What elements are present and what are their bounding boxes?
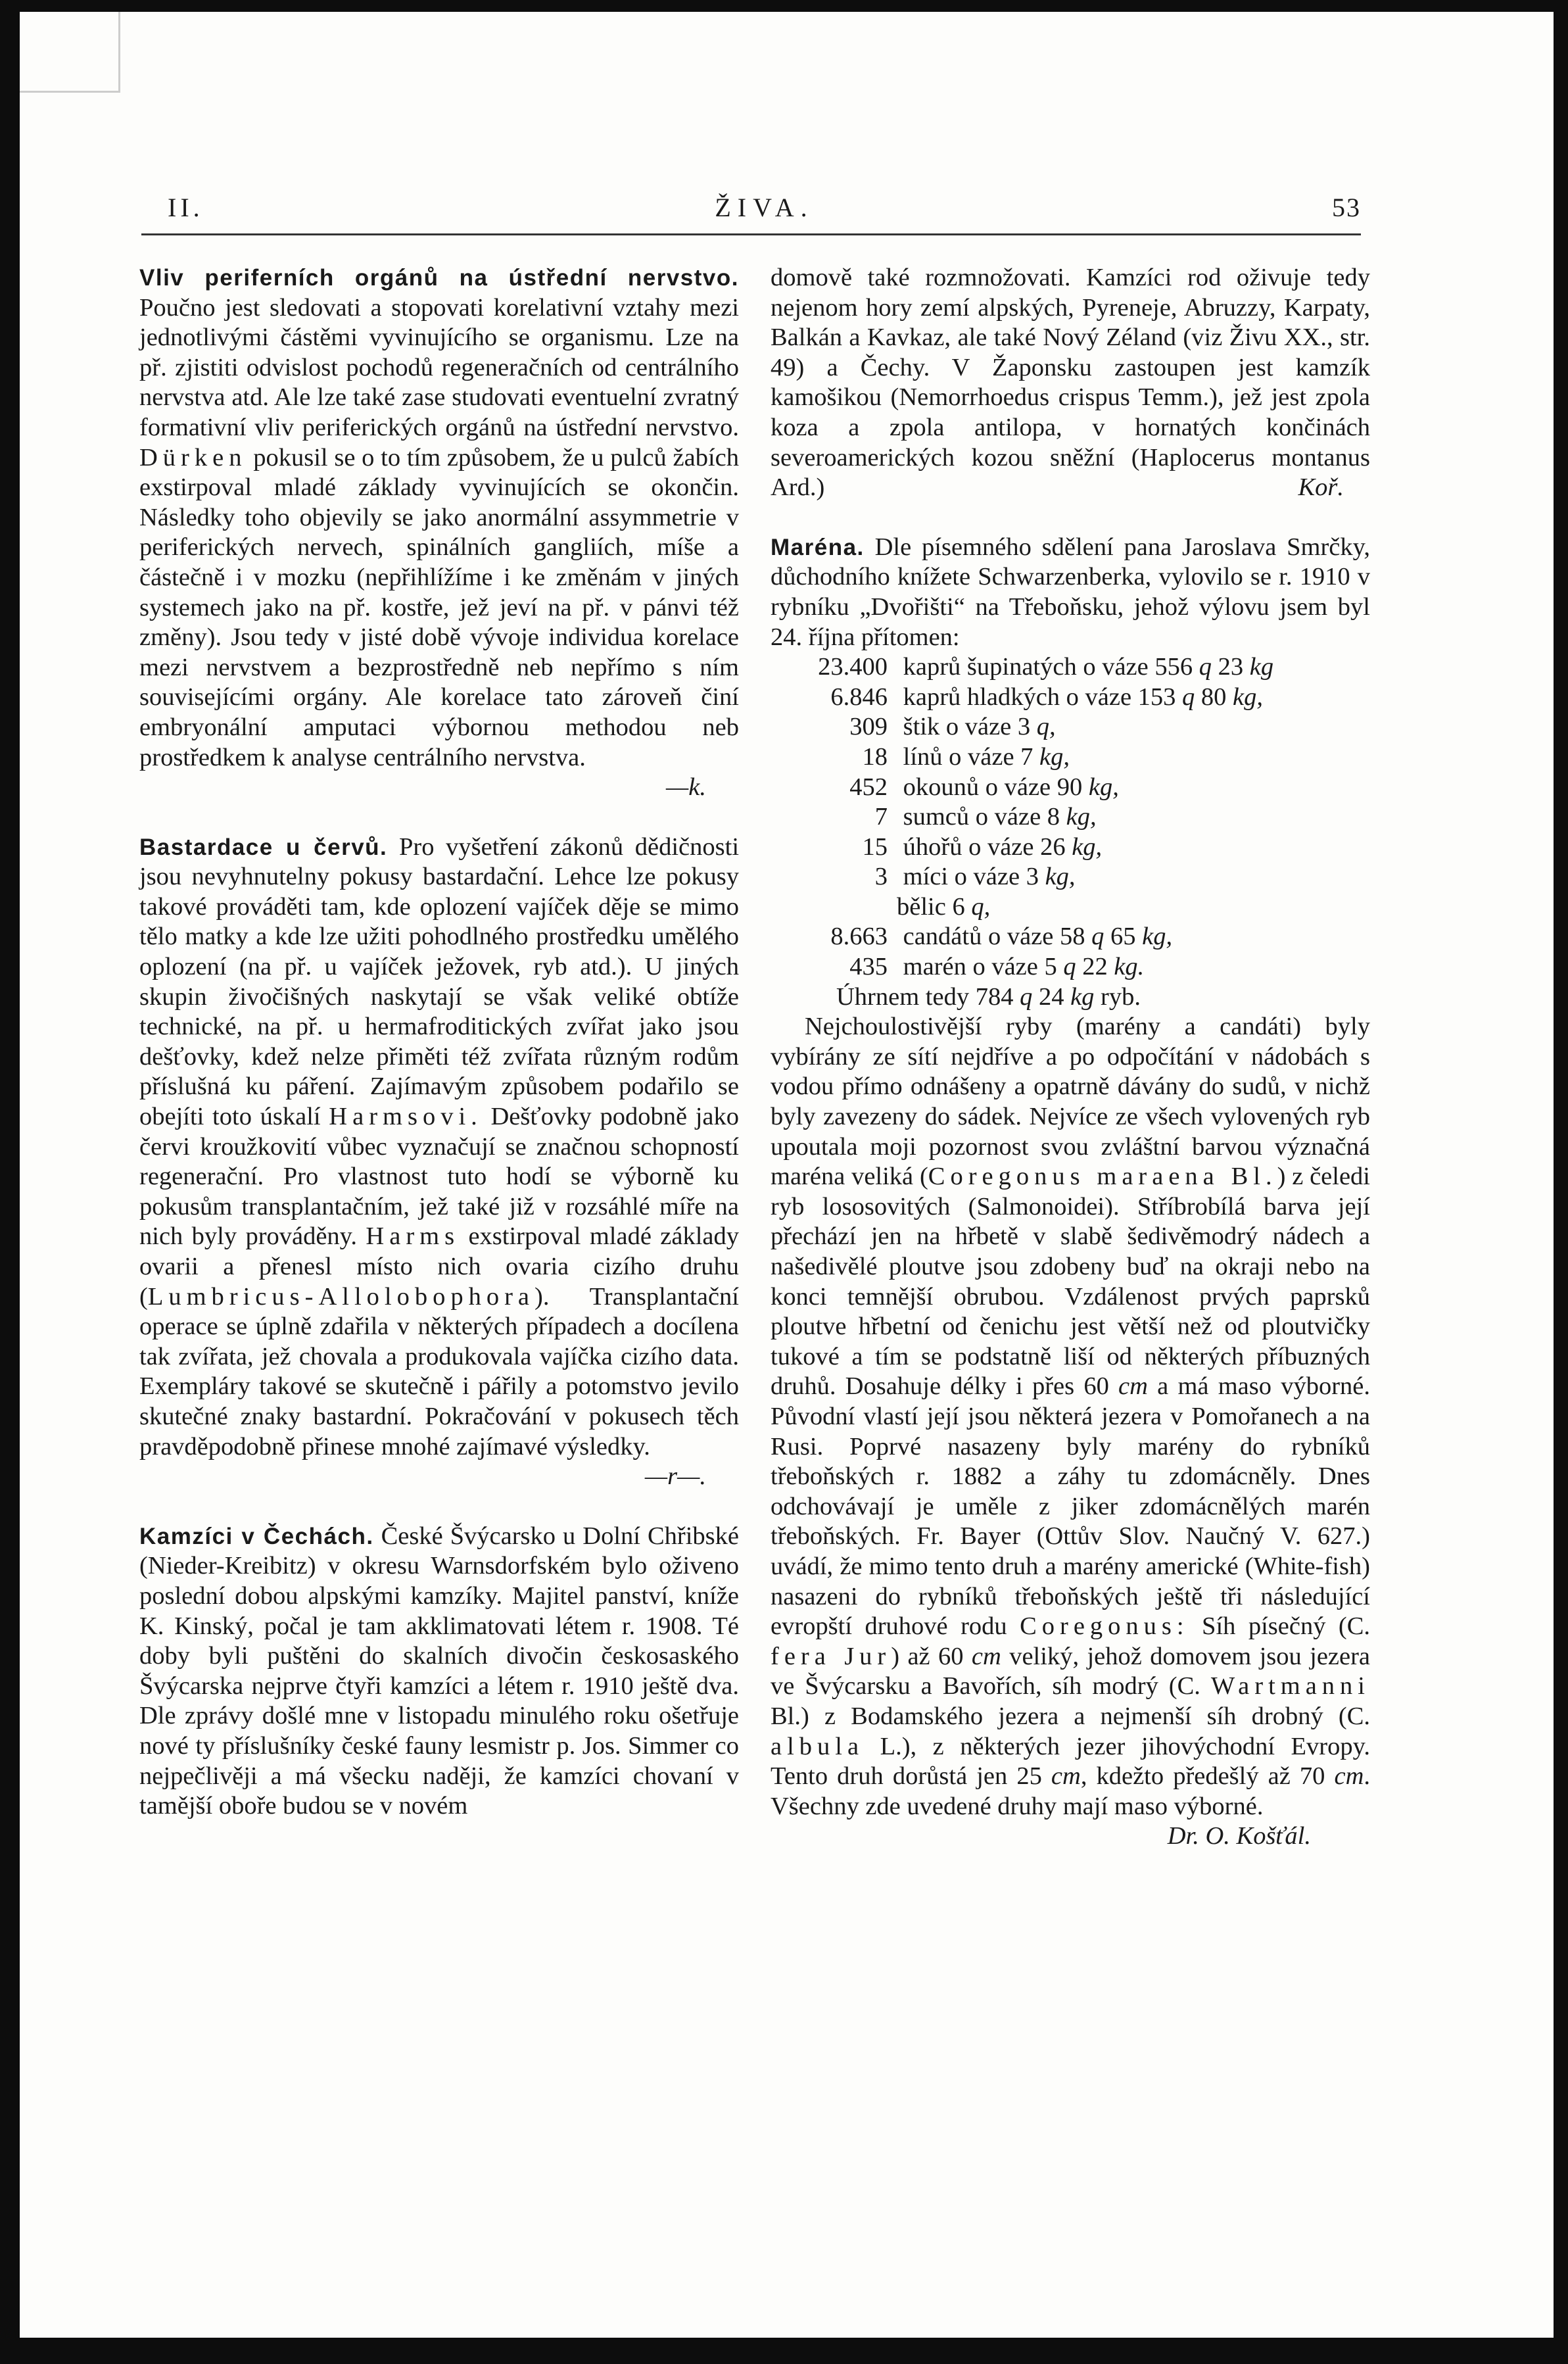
article-vliv-signature: —k. <box>666 773 706 802</box>
catch-q: q <box>1199 653 1212 681</box>
unit-cm-2: cm <box>971 1642 1001 1670</box>
article-vliv-text-2: pokusil se o to tím způsobem, že u pulců žabích exstirpoval mladé základy vyvinujících se okončin. Následky toho objevily se jako anormální assymmetrie v periferických nervech, spinálních gangliích, míše a částečně i v mozku (nepřihlížíme i ke změnám v jiných systemech jako na př. kostře, jež jeví na př. v pánvi též změny). Jsou tedy v jisté době vývoje individua korelace mezi nervstvem a bezprostředně neb nepřímo s ním souvisejícími orgány. Ale korelace tato zároveň činí embryonální amputaci výbornou methodou neb prostředkem k analyse centrálního nervstva. <box>139 443 740 771</box>
spacer <box>771 503 1370 533</box>
catch-q: q, <box>1036 713 1056 741</box>
catch-rest: 22 <box>1082 953 1108 981</box>
journal-title: ŽIVA. <box>715 193 814 222</box>
catch-row <box>771 712 1370 742</box>
catch-text: marén o váze 5 <box>903 953 1057 981</box>
catch-row <box>771 952 1370 982</box>
catch-text: kaprů hladkých o váze 153 <box>903 683 1176 711</box>
marena-text-8: L.), z některých jezer jihovýchodní Evropy. Tento druh dorůstá jen 25 <box>771 1732 1371 1791</box>
catch-rest: 65 <box>1110 923 1136 951</box>
catch-text: kaprů šupinatých o váze 556 <box>903 653 1193 681</box>
volume-number: II. <box>168 193 204 222</box>
catch-text: štik o váze 3 <box>903 713 1031 741</box>
marena-text-1: Nejchoulostivější ryby (marény a candáti) byly vybírány ze sítí nejdříve a po odpočítání v nádobách s vodou přímo odnášeny a opatrně dávány do sudů, v nichž byly zavezeny do sádek. Nejvíce ze všech vylovených ryb upoutala moji pozornost svou zvláštní barvou význačná maréna veliká ( <box>771 1013 1370 1191</box>
author-durken: Dürken <box>139 443 247 471</box>
scan-corner-mark <box>20 12 120 93</box>
scan-border-top <box>0 0 1568 12</box>
species-wartmanni: Wartmanni <box>1210 1672 1370 1701</box>
catch-unit: kg, <box>1088 773 1119 801</box>
catch-rest: 80 <box>1200 683 1227 711</box>
catch-count: 435 <box>849 953 888 981</box>
marena-text-7: Bl.) z Bodamského jezera a nejmenší síh drobný (C. <box>771 1702 1370 1730</box>
catch-text: línů o váze 7 <box>903 742 1033 771</box>
catch-count: 8.663 <box>830 923 888 951</box>
catch-q: q, <box>971 892 991 921</box>
article-marena-heading: Maréna. <box>771 534 865 560</box>
marena-text-3: a má maso výborné. Původní vlastí její jsou některá jezera v Pomořanech a na Rusi. Poprvé nasazeny byly marény do rybníků třeboňských r. 1882 a záhy tu zdomácněly. Dnes odchovávají je uměle z jiker zdomácnělých marén třeboňských. Fr. Bayer (Ottův Slov. Naučný V. 627.) uvádí, že mimo tento druh a marény americké (White-fish) nasazeni do rybníků třeboňských ještě tři následující evropští druhové rodu <box>771 1372 1370 1641</box>
catch-text: bělic 6 <box>897 892 965 921</box>
catch-row <box>771 683 1370 713</box>
catch-count: 18 <box>862 742 888 771</box>
catch-unit: kg, <box>1045 863 1076 891</box>
species-coregonus-maraena: Coregonus maraena Bl. <box>928 1163 1277 1191</box>
catch-list <box>771 652 1370 982</box>
unit-cm-4: cm <box>1334 1762 1364 1791</box>
catch-row <box>771 652 1370 683</box>
article-kamzici-text: České Švýcarsko u Dolní Chřibské (Nieder-Kreibitz) v okresu Warnsdorfském bylo oživeno poslední dobou alpskými kamzíky. Majitel panství, kníže K. Kinský, počal je tam akklimatovati létem r. 1908. Té doby byli puštěni do skalních divočin českosaského Švýcarska nejprve čtyři kamzíci a létem r. 1910 ještě dva. Dle zprávy došlé mne v listopadu minulého roku ošetřuje nové ty příslušníky české fauny lesmistr p. Jos. Simmer co nejpečlivěji a má všecku naději, že kamzíci chovaní v tamější oboře budou se v novém <box>139 1522 739 1820</box>
species-fera: fera Jur <box>771 1642 891 1670</box>
page-number: 53 <box>1332 193 1361 222</box>
article-vliv-text-1: Poučno jest sledovati a stopovati korelativní vztahy mezi jednotlivými částěmi vyvinujícího se organismu. Lze na př. zjistiti odvislost pochodů regeneračních od centrálního nervstva atd. Ale lze také zase studovati eventuelní zvratný formativní vliv periferických orgánů na ústřední nervstvo. <box>139 293 739 441</box>
catch-count: 23.400 <box>818 653 888 681</box>
catch-count: 3 <box>874 863 888 891</box>
spacer <box>139 803 739 832</box>
species-lumbricus: Lumbricus-Allolobophora <box>147 1282 535 1311</box>
marena-text-6: veliký, jehož domovem jsou jezera ve Švýcarsku a Bavořích, síh modrý (C. <box>771 1642 1371 1701</box>
article-bastardace <box>139 832 739 1462</box>
article-kamzici-continued-text: domově také rozmnožovati. Kamzíci rod oživuje tedy nejenom hory zemí alpských, Pyreneje, Abruzzy, Karpaty, Balkán a Kavkaz, ale také Nový Zéland (viz Živu XX., str. 49) a Čechy. V Žaponsku zastoupen jest kamzík kamošikou (Nemorrhoedus crispus Temm.), jež jest zpola koza a zpola antilopa, v hornatých končinách severoamerických kozou sněžní (Haplocerus montanus Ard.) <box>771 264 1370 502</box>
catch-total-unit: kg <box>1070 982 1095 1011</box>
article-kamzici-signature: Koř. <box>1298 473 1344 502</box>
catch-unit: kg, <box>1142 923 1173 951</box>
catch-text: okounů o váze 90 <box>903 773 1083 801</box>
catch-rest: 23 <box>1218 653 1244 681</box>
article-marena-body <box>771 1012 1370 1821</box>
catch-row <box>771 862 1370 892</box>
catch-total-tail: ryb. <box>1101 982 1141 1011</box>
article-marena-intro-text: Dle písemného sdělení pana Jaroslava Smrčky, důchodního knížete Schwarzenberka, vylovilo se r. 1910 v rybníku „Dvořišti“ na Třeboňsku, jehož výlovu jsem byl 24. října přítomen: <box>771 533 1370 651</box>
article-kamzici-heading: Kamzíci v Čechách. <box>139 1523 374 1549</box>
catch-q: q <box>1091 923 1105 951</box>
unit-cm-1: cm <box>1118 1372 1148 1401</box>
marena-text-4: Síh písečný (C. <box>1202 1612 1371 1641</box>
article-kamzici <box>139 1522 739 1821</box>
catch-text: úhořů o váze 26 <box>903 832 1066 861</box>
catch-count: 452 <box>849 773 888 801</box>
spacer <box>139 1492 739 1522</box>
article-bastardace-text-4: ). Transplantační operace se úplně zdařila v některých případech a docílena tak zvířata, jež chovala a produkovala vajíčka cizího data. Exempláry takové se skutečně i pářily a potomstvo jevilo skutečné znaky bastardní. Pokračování v pokusech těch pravděpodobně přinese mnohé zajímavé výsledky. <box>139 1282 739 1460</box>
species-coregonus: Coregonus: <box>1020 1612 1189 1641</box>
catch-row <box>771 922 1370 952</box>
species-albula: albula <box>771 1732 865 1760</box>
catch-row <box>771 892 1370 923</box>
left-column <box>139 263 739 1821</box>
catch-text: candátů o váze 58 <box>903 923 1085 951</box>
catch-count: 15 <box>862 832 888 861</box>
catch-text: sumců o váze 8 <box>903 803 1060 831</box>
catch-q: q <box>1063 953 1076 981</box>
article-bastardace-text-2: Dešťovky podobně jako červi kroužkovití vůbec vyznačují se značnou schopností regenerační. Pro vlastnost tuto hodí se výborně ku pokusům transplantačním, jež také již v rozsáhlé míře na nich byly prováděny. <box>139 1103 740 1251</box>
catch-unit: kg, <box>1066 803 1097 831</box>
scan-border-right <box>1554 0 1568 2364</box>
header-rule <box>141 233 1361 235</box>
catch-row <box>771 832 1370 863</box>
catch-count: 309 <box>849 713 888 741</box>
catch-total-label: Úhrnem tedy 784 <box>836 982 1014 1011</box>
marena-text-5: ) až 60 <box>891 1642 964 1670</box>
article-marena-intro <box>771 533 1370 652</box>
catch-q: q <box>1182 683 1195 711</box>
scan-border-bottom <box>0 2338 1568 2364</box>
article-bastardace-text-1: Pro vyšetření zákonů dědičnosti jsou nevyhnutelny pokusy bastardační. Lehce lze pokusy takové prováděti tam, kde oplození vajíček děje se mimo tělo matky a kde lze užiti pohodlného prostředku umělého oplození (na př. u vajíček ježovek, ryb atd.). U jiných skupin živočišných naskytají se však veliké obtíže technické, na př. u hermafroditických zvířat jako jsou dešťovky, kdež nelze přiměti též zvířata různým rodům příslušná ku páření. Zajímavým způsobem podařilo se obejíti toto úskalí <box>139 832 740 1131</box>
catch-row <box>771 802 1370 832</box>
catch-unit: kg, <box>1039 742 1070 771</box>
article-bastardace-heading: Bastardace u červů. <box>139 834 388 860</box>
catch-count: 6.846 <box>830 683 888 711</box>
catch-count: 7 <box>874 803 888 831</box>
catch-total-q: q <box>1020 982 1033 1011</box>
article-marena-signature: Dr. O. Košťál. <box>1167 1822 1311 1850</box>
catch-row <box>771 773 1370 803</box>
catch-total <box>771 982 1370 1013</box>
catch-unit: kg, <box>1233 683 1264 711</box>
marena-text-9: , kdežto předešlý až 70 <box>1080 1762 1325 1791</box>
article-bastardace-text-3: exstirpoval mladé základy ovarii a přenesl místo nich ovaria cizího druhu ( <box>139 1222 739 1311</box>
article-bastardace-signature: —r—. <box>644 1462 706 1491</box>
article-vliv-heading: Vliv periferních orgánů na ústřední nervstvo. <box>139 265 739 291</box>
author-harms: Harms <box>366 1222 460 1251</box>
marena-text-10: . Všechny zde uvedené druhy mají maso výborné. <box>771 1762 1371 1820</box>
scan-border-left <box>0 0 20 2364</box>
catch-unit: kg. <box>1114 953 1145 981</box>
catch-row <box>771 742 1370 773</box>
article-kamzici-continued <box>771 263 1370 503</box>
catch-total-rest: 24 <box>1038 982 1064 1011</box>
marena-text-2: ) z čeledi ryb lososovitých (Salmonoidei). Stříbrobílá barva její přechází jen na hřbetě v slabě šedivěmodrý nádech a našedivělé ploutve jsou zdobeny buď na okraji nebo na konci temnější obrubou. Vzdálenost prvých paprsků ploutve hřbetní od čenichu jest větší než od ploutvičky tukové a tím se podstatně liší od některých příbuzných druhů. Dosahuje délky i přes 60 <box>771 1163 1370 1401</box>
catch-unit: kg <box>1249 653 1274 681</box>
catch-text: míci o váze 3 <box>903 863 1039 891</box>
page-header <box>168 192 1361 231</box>
catch-unit: kg, <box>1072 832 1103 861</box>
author-harmsovi: Harmsovi. <box>329 1103 483 1131</box>
right-column <box>771 263 1370 1852</box>
article-vliv <box>139 263 739 773</box>
unit-cm-3: cm <box>1051 1762 1081 1791</box>
